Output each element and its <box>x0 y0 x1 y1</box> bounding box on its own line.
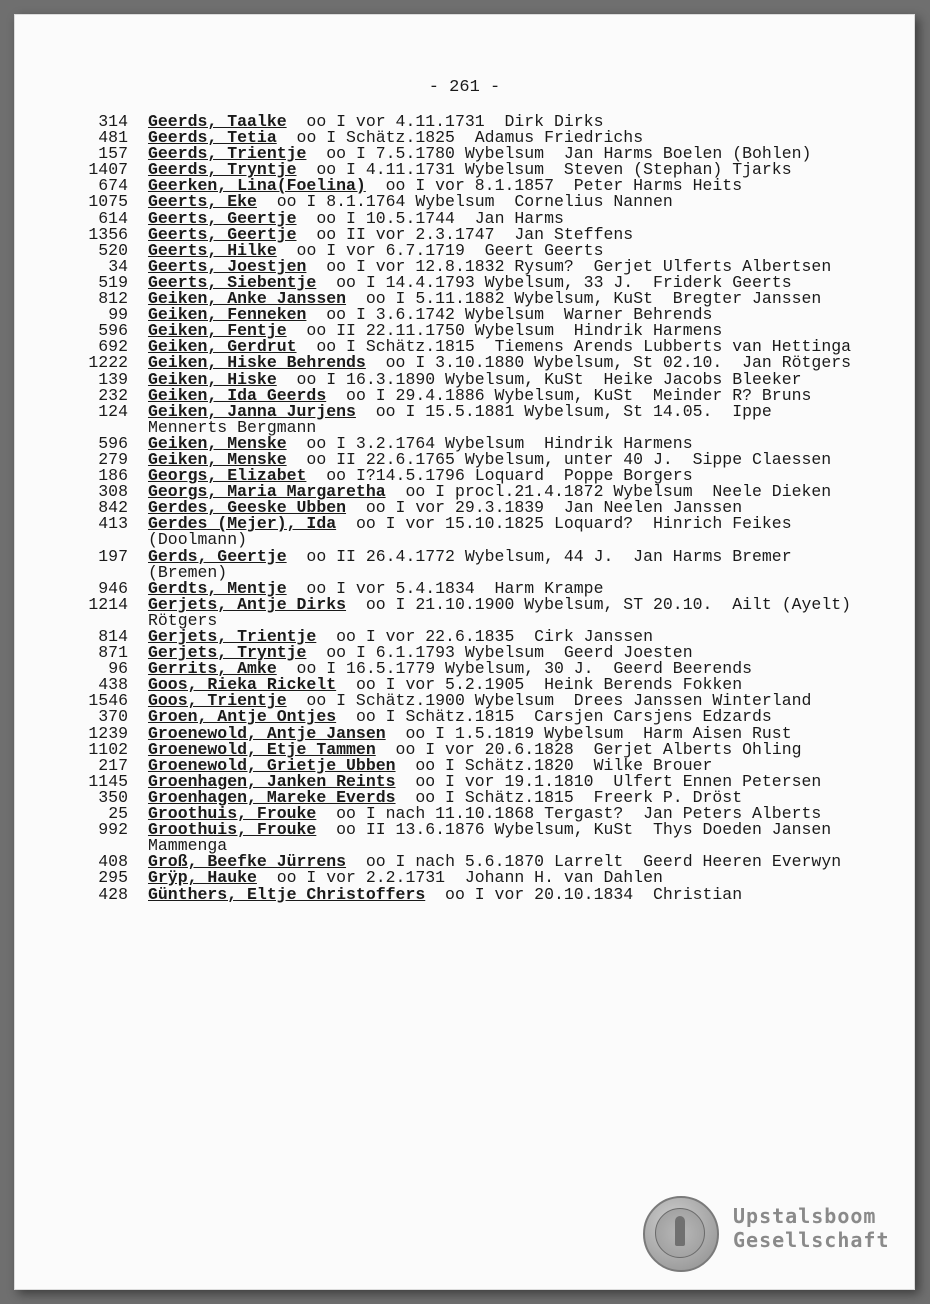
entry-number: 519 <box>98 272 128 292</box>
entry-number: 139 <box>98 369 128 389</box>
entry-number: 314 <box>98 112 128 131</box>
seal-icon <box>643 1196 719 1272</box>
entry-name: Geerts, Siebentje <box>148 272 317 292</box>
entry-name: Groen, Antje Ontjes <box>148 707 337 727</box>
logo-text <box>733 1204 890 1252</box>
entry-name: Gerdes (Mejer), Ida <box>148 514 337 534</box>
entry-details: oo I nach 11.10.1868 Tergast? Jan Peters Alberts <box>316 804 822 824</box>
entry-details: oo I 14.4.1793 Wybelsum, 33 J. Friderk Geerts <box>316 272 792 292</box>
entry-details: oo I 15.5.1881 Wybelsum, St 14.05. Ippe Mennerts Bergmann <box>148 401 782 437</box>
entry-details: oo I vor 20.6.1828 Gerjet Alberts Ohling <box>375 739 802 759</box>
entry-details: oo I vor 5.2.1905 Heink Berends Fokken <box>336 675 743 695</box>
entry-details: oo I 3.10.1880 Wybelsum, St 02.10. Jan Rötgers <box>365 353 852 373</box>
entry-details: oo I vor 6.7.1719 Geert Geerts <box>276 240 604 260</box>
entry-number: 946 <box>98 578 128 598</box>
entry-number: 350 <box>98 787 128 807</box>
entry-details: oo II 22.6.1765 Wybelsum, unter 40 J. Sippe Claessen <box>286 449 832 469</box>
entry-number: 692 <box>98 337 128 357</box>
entry-details: oo II vor 2.3.1747 Jan Steffens <box>296 224 634 244</box>
entry-number: 1222 <box>88 353 128 373</box>
list-item <box>14 401 915 437</box>
entry-name: Geiken, Hiske <box>148 369 277 389</box>
entry-number: 438 <box>98 675 128 695</box>
page-number: - 261 - <box>428 78 501 97</box>
entry-number: 992 <box>98 820 128 840</box>
entry-name: Gerdes, Geeske Ubben <box>148 498 347 518</box>
entry-number: 1546 <box>88 691 128 711</box>
entry-details: oo I 29.4.1886 Wybelsum, KuSt Meinder R? Bruns <box>326 385 812 405</box>
entry-name: Geerts, Joestjen <box>148 256 307 276</box>
entry-name: Geiken, Gerdrut <box>148 337 297 357</box>
entry-number: 217 <box>98 755 128 775</box>
entry-name: Gerjets, Trientje <box>148 627 317 646</box>
entry-number: 520 <box>98 240 128 260</box>
entry-name: Groenewold, Antje Jansen <box>148 723 386 743</box>
entry-number: 1239 <box>88 723 128 743</box>
entry-number: 428 <box>98 884 128 904</box>
entry-name: Georgs, Elizabet <box>148 466 307 486</box>
entry-name: Groenhagen, Janken Reints <box>148 771 396 791</box>
entry-name: Geiken, Ida Geerds <box>148 385 327 405</box>
entry-name: Groothuis, Frouke <box>148 820 317 840</box>
list-item <box>14 546 915 582</box>
entry-details: oo I vor 12.8.1832 Rysum? Gerjet Ulferts Albertsen <box>306 256 832 276</box>
entry-number: 1145 <box>88 771 128 791</box>
entry-name: Geiken, Fentje <box>148 321 287 341</box>
entry-number: 596 <box>98 433 128 453</box>
entry-details: oo I procl.21.4.1872 Wybelsum Neele Dieken <box>385 482 832 502</box>
entry-number: 812 <box>98 289 128 309</box>
entry-details: oo I 8.1.1764 Wybelsum Cornelius Nannen <box>256 192 673 212</box>
list-item <box>14 822 915 854</box>
entry-name: Geerts, Eke <box>148 192 257 212</box>
entry-name: Geerken, Lina(Foelina) <box>148 176 366 196</box>
list-item <box>14 516 915 548</box>
entry-number: 279 <box>98 449 128 469</box>
entry-details: oo I Schätz.1900 Wybelsum Drees Janssen Winterland <box>286 691 812 711</box>
entry-number: 232 <box>98 385 128 405</box>
entry-name: Geiken, Janna Jurjens <box>148 401 356 421</box>
entry-details: oo I Schätz.1820 Wilke Brouer <box>395 755 713 775</box>
entry-number: 1356 <box>88 224 128 244</box>
list-item <box>14 594 915 630</box>
entry-number: 1102 <box>88 739 128 759</box>
entry-name: Geerts, Geertje <box>148 208 297 228</box>
logo-line-1: Upstalsboom <box>733 1204 877 1228</box>
entry-name: Geerds, Taalke <box>148 112 287 131</box>
entry-details: oo I Schätz.1815 Freerk P. Dröst <box>395 787 743 807</box>
entry-name: Groß, Beefke Jürrens <box>148 852 347 872</box>
entry-number: 25 <box>108 804 128 824</box>
entry-number: 596 <box>98 321 128 341</box>
entry-name: Geiken, Anke Janssen <box>148 289 347 309</box>
entry-body <box>148 546 855 582</box>
entry-details: oo I 1.5.1819 Wybelsum Harm Aisen Rust <box>385 723 792 743</box>
entry-number: 99 <box>108 305 128 325</box>
document-page <box>14 14 915 1290</box>
list-item <box>14 884 915 904</box>
entry-number: 408 <box>98 852 128 872</box>
entry-name: Gerdts, Mentje <box>148 578 287 598</box>
entry-name: Gerds, Geertje <box>148 546 287 566</box>
entry-details: oo I vor 19.1.1810 Ulfert Ennen Petersen <box>395 771 822 791</box>
entry-details: oo I vor 8.1.1857 Peter Harms Heits <box>365 176 743 196</box>
entry-number: 871 <box>98 643 128 663</box>
entry-number: 674 <box>98 176 128 196</box>
entry-body <box>148 884 855 904</box>
entry-details: oo I nach 5.6.1870 Larrelt Geerd Heeren Everwyn <box>346 852 842 872</box>
entry-details: oo I 16.3.1890 Wybelsum, KuSt Heike Jacobs Bleeker <box>276 369 802 389</box>
entry-details: oo I 10.5.1744 Jan Harms <box>296 208 564 228</box>
entry-details: oo I vor 5.4.1834 Harm Krampe <box>286 578 604 598</box>
entry-details: oo I 21.10.1900 Wybelsum, ST 20.10. Ailt (Ayelt) Rötgers <box>148 594 861 630</box>
entry-number: 1214 <box>88 594 128 614</box>
entry-name: Günthers, Eltje Christoffers <box>148 884 426 904</box>
entry-details: oo I vor 15.10.1825 Loquard? Hinrich Feikes (Doolmann) <box>148 514 802 550</box>
entry-details: oo II 26.4.1772 Wybelsum, 44 J. Jan Harms Bremer (Bremen) <box>148 546 802 582</box>
entry-details: oo I vor 29.3.1839 Jan Neelen Janssen <box>346 498 743 518</box>
entry-details: oo I Schätz.1815 Tiemens Arends Lubberts van Hettinga <box>296 337 852 357</box>
entry-number: 614 <box>98 208 128 228</box>
entry-number: 295 <box>98 868 128 888</box>
entry-list <box>14 114 915 903</box>
entry-body <box>148 516 855 548</box>
entry-name: Geerds, Trientje <box>148 144 307 164</box>
entry-body <box>148 594 861 630</box>
entry-number: 481 <box>98 128 128 148</box>
entry-details: oo I 3.6.1742 Wybelsum Warner Behrends <box>306 305 713 325</box>
entry-name: Geiken, Menske <box>148 433 287 453</box>
entry-name: Georgs, Maria Margaretha <box>148 482 386 502</box>
entry-details: oo I Schätz.1815 Carsjen Carsjens Edzards <box>336 707 772 727</box>
entry-name: Geerts, Geertje <box>148 224 297 244</box>
entry-name: Gerjets, Antje Dirks <box>148 594 347 614</box>
entry-number: 124 <box>98 401 128 421</box>
entry-details: oo I 6.1.1793 Wybelsum Geerd Joesten <box>306 643 693 663</box>
entry-body <box>148 401 855 437</box>
entry-number: 157 <box>98 144 128 164</box>
entry-details: oo I vor 4.11.1731 Dirk Dirks <box>286 112 604 131</box>
entry-details: oo I vor 22.6.1835 Cirk Janssen <box>316 627 653 646</box>
entry-name: Groenhagen, Mareke Everds <box>148 787 396 807</box>
entry-details: oo I vor 20.10.1834 Christian <box>425 884 743 904</box>
entry-details: oo I 5.11.1882 Wybelsum, KuSt Bregter Janssen <box>346 289 822 309</box>
entry-name: Geerds, Tryntje <box>148 160 297 180</box>
entry-details: oo I 4.11.1731 Wybelsum Steven (Stephan) Tjarks <box>296 160 792 180</box>
entry-number: 308 <box>98 482 128 502</box>
entry-number: 34 <box>108 256 128 276</box>
entry-name: Geerds, Tetia <box>148 128 277 148</box>
entry-number: 814 <box>98 627 128 646</box>
entry-name: Groenewold, Grietje Ubben <box>148 755 396 775</box>
entry-number: 1407 <box>88 160 128 180</box>
entry-details: oo II 22.11.1750 Wybelsum Hindrik Harmens <box>286 321 723 341</box>
logo-line-2: Gesellschaft <box>733 1228 890 1252</box>
entry-details: oo I Schätz.1825 Adamus Friedrichs <box>276 128 644 148</box>
entry-name: Gerrits, Amke <box>148 659 277 679</box>
entry-number: 842 <box>98 498 128 518</box>
entry-number: 186 <box>98 466 128 486</box>
entry-number: 1075 <box>88 192 128 212</box>
entry-name: Groenewold, Etje Tammen <box>148 739 376 759</box>
entry-number: 96 <box>108 659 128 679</box>
entry-name: Geiken, Hiske Behrends <box>148 353 366 373</box>
entry-name: Grÿp, Hauke <box>148 868 257 888</box>
entry-number: 413 <box>98 514 128 534</box>
entry-name: Geerts, Hilke <box>148 240 277 260</box>
entry-name: Gerjets, Tryntje <box>148 643 307 663</box>
entry-details: oo I?14.5.1796 Loquard Poppe Borgers <box>306 466 693 486</box>
entry-number: 370 <box>98 707 128 727</box>
entry-details: oo I 7.5.1780 Wybelsum Jan Harms Boelen (Bohlen) <box>306 144 812 164</box>
society-logo <box>643 1192 897 1278</box>
entry-details: oo I 3.2.1764 Wybelsum Hindrik Harmens <box>286 433 693 453</box>
entry-details: oo II 13.6.1876 Wybelsum, KuSt Thys Doeden Jansen Mammenga <box>148 820 842 856</box>
entry-name: Goos, Rieka Rickelt <box>148 675 337 695</box>
entry-details: oo I 16.5.1779 Wybelsum, 30 J. Geerd Beerends <box>276 659 753 679</box>
entry-name: Groothuis, Frouke <box>148 804 317 824</box>
entry-name: Goos, Trientje <box>148 691 287 711</box>
entry-body <box>148 822 855 854</box>
entry-name: Geiken, Menske <box>148 449 287 469</box>
entry-number: 197 <box>98 546 128 566</box>
entry-name: Geiken, Fenneken <box>148 305 307 325</box>
entry-details: oo I vor 2.2.1731 Johann H. van Dahlen <box>256 868 663 888</box>
